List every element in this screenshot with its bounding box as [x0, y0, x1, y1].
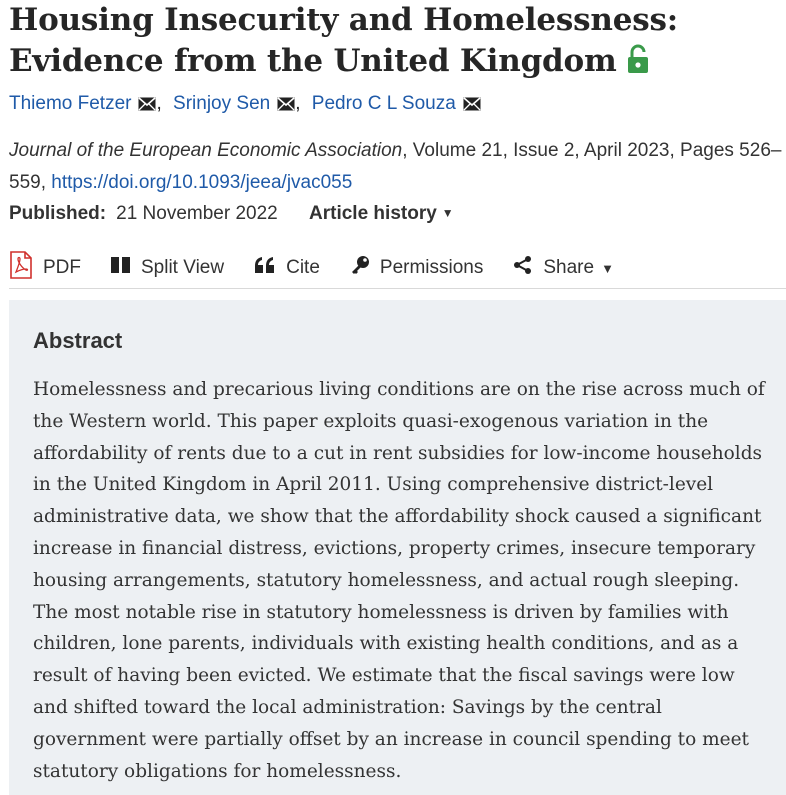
- article-title: Housing Insecurity and Homelessness: Evidence from the United Kingdom: [9, 0, 786, 85]
- pdf-icon: [9, 251, 43, 285]
- author-link[interactable]: Pedro C L Souza: [311, 93, 456, 114]
- doi-link[interactable]: https://doi.org/10.1093/jeea/jvac055: [51, 172, 353, 193]
- journal-name: Journal of the European Economic Association: [9, 140, 403, 161]
- article-toolbar: [9, 248, 786, 289]
- citation-details: , Volume 21, Issue 2, April 2023, Pages 526–559,: [9, 140, 782, 193]
- published-date: 21 November 2022: [116, 203, 278, 224]
- abstract-text: Homelessness and precarious living conditions are on the rise across much of the Western world. This paper exploits quasi-exogenous variation in the affordability of rents due to a cut in rent subsidies for low-income households in the United Kingdom in April 2011. Using comprehensive district-level administrative data, we show that the affordability shock caused a significant increase in financial distress, evictions, property crimes, insecure temporary housing arrangements, statutory homelessness, and actual rough sleeping. The most notable rise in statutory homelessness is driven by families with children, lone parents, individuals with existing health conditions, and as a result of having been evicted. We estimate that the fiscal savings were low and shifted toward the local administration: Savings by the central government were partially offset by an increase in council spending to meet statutory obligations for homelessness.: [33, 379, 765, 782]
- pdf-button[interactable]: PDF: [9, 251, 81, 285]
- abstract-section: [9, 300, 786, 795]
- cite-button[interactable]: Cite: [254, 256, 320, 280]
- article-header: [9, 0, 786, 782]
- envelope-icon[interactable]: [138, 93, 156, 119]
- split-view-icon: [111, 256, 141, 280]
- abstract-heading: Abstract: [33, 328, 123, 353]
- author-link[interactable]: Thiemo Fetzer: [9, 93, 132, 114]
- envelope-icon[interactable]: [277, 93, 295, 119]
- publication-info: [9, 199, 786, 228]
- citation: [9, 135, 786, 199]
- envelope-icon[interactable]: [463, 93, 481, 119]
- split-view-button[interactable]: Split View: [111, 256, 224, 280]
- author-link[interactable]: Srinjoy Sen: [173, 93, 271, 114]
- author-list: Thiemo Fetzer , Srinjoy Sen , Pedro C L Souza: [9, 91, 786, 119]
- share-button[interactable]: Share ▼: [513, 255, 614, 281]
- permissions-button[interactable]: Permissions: [350, 255, 483, 281]
- article-history-toggle[interactable]: Article history ▼: [309, 203, 454, 224]
- caret-down-icon: ▼: [441, 206, 454, 220]
- open-access-lock-icon: [627, 44, 649, 85]
- caret-down-icon: ▼: [601, 260, 614, 276]
- share-icon: [513, 255, 543, 281]
- key-icon: [350, 255, 380, 281]
- quote-icon: [254, 256, 286, 280]
- published-label: Published:: [9, 203, 107, 224]
